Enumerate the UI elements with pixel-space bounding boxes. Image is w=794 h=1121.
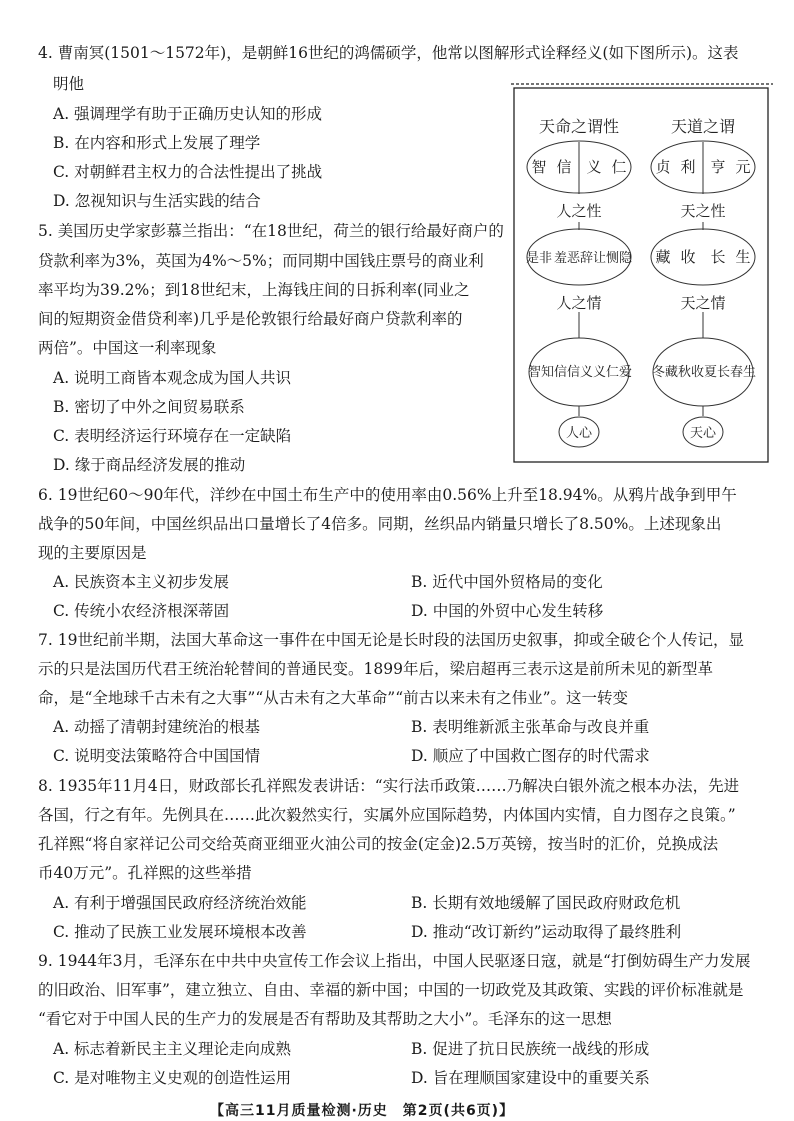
diagram-left-r3-1: 智知 xyxy=(527,365,555,380)
diagram-right-r1-1: 贞 xyxy=(655,158,671,176)
diagram-right-title: 天道之谓 xyxy=(670,117,736,136)
q6-stem-line1: 6. 19世纪60～90年代，洋纱在中国土布生产中的使用率由0.56%上升至18.94%。从鸦片战争到甲午 xyxy=(38,486,737,504)
q9-option-d: D. 旨在理顺国家建设中的重要关系 xyxy=(411,1069,650,1087)
diagram-right-r2-3: 长 xyxy=(710,248,726,266)
q9-stem-line2: 的旧政治、旧军事”，建立独立、自由、幸福的新中国；中国的一切政党及其政策、实践的评价标准就是 xyxy=(38,981,744,999)
diagram-left-r1-2: 信 xyxy=(556,158,572,176)
q4-stem-line1: 4. 曹南冥(1501～1572年)，是朝鲜16世纪的鸿儒硕学，他常以图解形式诠释经义(如下图所示)。这表 xyxy=(38,44,739,62)
diagram-left-r3-2: 信信 xyxy=(553,365,581,380)
diagram-right-r3-4: 春生 xyxy=(729,365,757,380)
diagram-left-node1: 人之性 xyxy=(556,202,602,220)
q4-option-b: B. 在内容和形式上发展了理学 xyxy=(53,134,261,152)
q7-option-d: D. 顺应了中国救亡图存的时代需求 xyxy=(411,747,650,765)
q6-option-d: D. 中国的外贸中心发生转移 xyxy=(411,602,604,620)
diagram-right-node2: 天之情 xyxy=(680,294,726,312)
diagram-right-bottom: 天心 xyxy=(689,426,717,441)
diagram-left-r2-1: 是非 xyxy=(525,251,553,266)
q4-option-d: D. 忽视知识与生活实践的结合 xyxy=(53,192,261,210)
q7-stem-line2: 示的只是法国历代君王统治轮替间的普通民变。1899年后，梁启超再三表示这是前所未见的新型革 xyxy=(38,660,713,678)
q9-option-a: A. 标志着新民主主义理论走向成熟 xyxy=(53,1040,292,1058)
q8-stem-line3: 孔祥熙“将自家祥记公司交给英商亚细亚火油公司的按金(定金)2.5万英镑，按当时的汇价，兑换成法 xyxy=(38,835,719,853)
q4-option-a: A. 强调理学有助于正确历史认知的形成 xyxy=(53,105,323,123)
diagram-right-r2-2: 收 xyxy=(680,248,696,266)
diagram-right-r3-2: 秋收 xyxy=(677,365,705,380)
diagram-right-r1-4: 元 xyxy=(735,158,751,176)
q8-option-b: B. 长期有效地缓解了国民政府财政危机 xyxy=(411,894,681,912)
diagram-left-bottom: 人心 xyxy=(565,426,593,441)
q5-stem-line3: 率平均为39.2%；到18世纪末，上海钱庄间的日拆利率(同业之 xyxy=(38,281,470,299)
diagram-left-r3-4: 仁爱 xyxy=(605,365,633,380)
diagram-right-r2-1: 藏 xyxy=(655,248,671,266)
q7-stem-line3: 命，是“全地球千古未有之大事”“从古未有之大革命”“前古以来未有之伟业”。这一转变 xyxy=(38,689,629,707)
diagram-left-r1-3: 义 xyxy=(586,158,602,176)
q6-stem-line3: 现的主要原因是 xyxy=(38,544,147,562)
q5-stem-line5: 两倍”。中国这一利率现象 xyxy=(38,339,217,357)
diagram-left-r1-1: 智 xyxy=(531,158,547,176)
q8-stem-line2: 各国，行之有年。先例具在……此次毅然实行，实属外应国际趋势，内体国内实情，自力图存之良策。” xyxy=(38,806,736,824)
q8-option-d: D. 推动“改订新约”运动取得了最终胜利 xyxy=(411,923,682,941)
q8-stem-line1: 8. 1935年11月4日，财政部长孔祥熙发表讲话：“实行法币政策……乃解决白银外流之根本办法，先进 xyxy=(38,777,740,795)
diagram-left-node2: 人之情 xyxy=(556,294,602,312)
diagram-right-r1-3: 亨 xyxy=(710,158,726,176)
q4-diagram-figure xyxy=(511,82,773,466)
q5-option-b: B. 密切了中外之间贸易联系 xyxy=(53,398,245,416)
q6-option-b: B. 近代中国外贸格局的变化 xyxy=(411,573,603,591)
q7-stem-line1: 7. 19世纪前半期，法国大革命这一事件在中国无论是长时段的法国历史叙事，抑或全破仑个人传记，显 xyxy=(38,631,744,649)
diagram-left-r2-3: 辞让 xyxy=(579,251,607,266)
q9-option-b: B. 促进了抗日民族统一战线的形成 xyxy=(411,1040,650,1058)
q7-option-c: C. 说明变法策略符合中国国情 xyxy=(53,747,261,765)
diagram-left-r1-4: 仁 xyxy=(611,158,627,176)
q8-option-a: A. 有利于增强国民政府经济统治效能 xyxy=(53,894,307,912)
q4-stem-line2: 明他 xyxy=(53,75,85,93)
diagram-right-r2-4: 生 xyxy=(735,248,751,266)
q6-option-a: A. 民族资本主义初步发展 xyxy=(53,573,230,591)
q6-option-c: C. 传统小农经济根深蒂固 xyxy=(53,602,230,620)
q5-option-d: D. 缘于商品经济发展的推动 xyxy=(53,456,246,474)
diagram-right-r3-1: 冬藏 xyxy=(651,365,679,380)
diagram-left-r2-2: 羞恶 xyxy=(553,251,581,266)
q4-diagram xyxy=(511,82,773,466)
diagram-right-node1: 天之性 xyxy=(680,202,726,220)
q5-stem-line2: 贷款利率为3%，英国为4%～5%；而同期中国钱庄票号的商业利 xyxy=(38,252,484,270)
page-footer: 【高三11月质量检测·历史 第2页(共6页)】 xyxy=(210,1103,515,1119)
q5-stem-line4: 间的短期资金借贷利率)几乎是伦敦银行给最好商户贷款利率的 xyxy=(38,310,463,328)
diagram-left-r2-4: 恻隐 xyxy=(605,251,633,266)
diagram-right-r3-3: 夏长 xyxy=(703,365,731,380)
q9-option-c: C. 是对唯物主义史观的创造性运用 xyxy=(53,1069,292,1087)
q5-option-a: A. 说明工商皆本观念成为国人共识 xyxy=(53,369,292,387)
q6-stem-line2: 战争的50年间，中国丝织品出口量增长了4倍多。同期，丝织品内销量只增长了8.50%。上述现象出 xyxy=(38,515,722,533)
q8-stem-line4: 币40万元”。孔祥熙的这些举措 xyxy=(38,864,252,882)
q4-option-c: C. 对朝鲜君主权力的合法性提出了挑战 xyxy=(53,163,323,181)
q7-option-a: A. 动摇了清朝封建统治的根基 xyxy=(53,718,261,736)
q9-stem-line3: “看它对于中国人民的生产力的发展是否有帮助及其帮助之大小”。毛泽东的这一思想 xyxy=(38,1010,612,1028)
q8-option-c: C. 推动了民族工业发展环境根本改善 xyxy=(53,923,307,941)
diagram-left-title: 天命之谓性 xyxy=(538,117,620,136)
q7-option-b: B. 表明维新派主张革命与改良并重 xyxy=(411,718,650,736)
q5-stem-line1: 5. 美国历史学家彭慕兰指出：“在18世纪，荷兰的银行给最好商户的 xyxy=(38,222,504,240)
diagram-right-r1-2: 利 xyxy=(680,158,696,176)
q9-stem-line1: 9. 1944年3月，毛泽东在中共中央宣传工作会议上指出，中国人民驱逐日寇，就是“打倒妨碍生产力发展 xyxy=(38,952,751,970)
diagram-left-r3-3: 义义 xyxy=(579,365,607,380)
q5-option-c: C. 表明经济运行环境存在一定缺陷 xyxy=(53,427,292,445)
